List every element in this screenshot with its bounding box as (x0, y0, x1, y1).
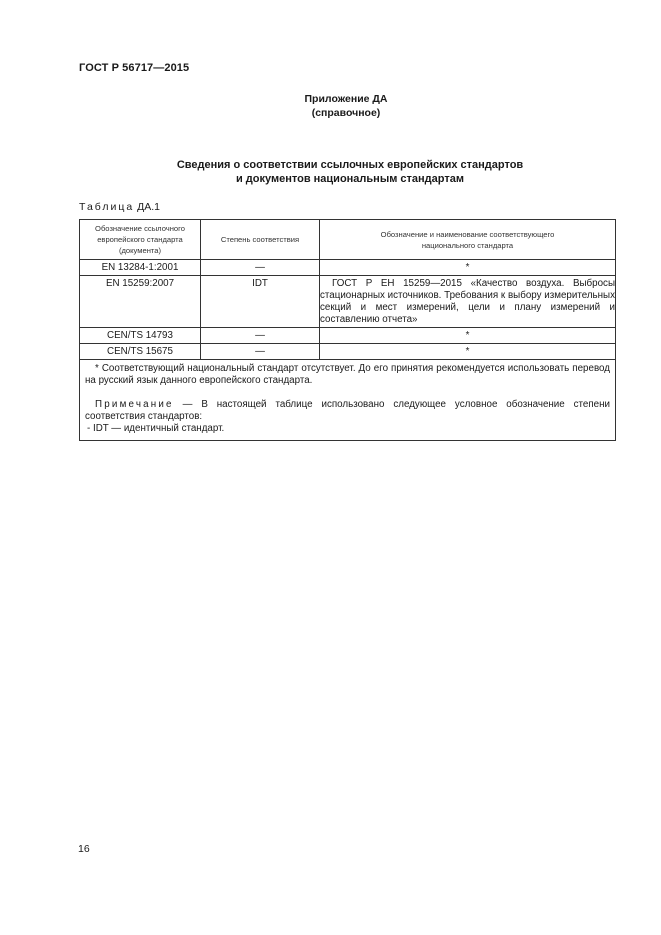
correspondence-table (79, 219, 616, 441)
row-degree: — (201, 344, 320, 360)
row-degree: — (201, 260, 320, 276)
national-standard-description: ГОСТ Р ЕН 15259—2015 «Качество воздуха. Выбросы стационарных источников. Требования к выбору измерительных секций и мест измерений, цели и плану измерений и составлению отчета» (320, 278, 615, 325)
note-text: — В настоящей таблице использовано следующее условное обозначение степени соответствия стандартов: (85, 399, 610, 422)
document-code: ГОСТ Р 56717—2015 (79, 62, 190, 74)
footnote-text: * Соответствующий национальный стандарт отсутствует. До его принятия рекомендуется использовать перевод на русский язык данного европейского стандарта. (85, 363, 610, 386)
header-degree-label: Степень соответствия (220, 235, 300, 244)
table-footnote-row (80, 360, 616, 441)
row-national: * (320, 260, 616, 276)
section-title-line1: Сведения о соответствии ссылочных европейских стандартов (176, 159, 524, 171)
table-footnote (80, 360, 616, 441)
row-national (320, 276, 616, 328)
header-designation-line1: Обозначение ссылочного (95, 224, 185, 233)
row-national: * (320, 344, 616, 360)
row-degree: — (201, 328, 320, 344)
page-number: 16 (78, 843, 90, 855)
note-label: Примечание (95, 399, 174, 410)
header-degree (201, 220, 320, 260)
appendix-title: Приложение ДА (304, 93, 388, 105)
row-national: * (320, 328, 616, 344)
table-caption (79, 201, 160, 213)
section-title (0, 158, 661, 186)
table-header-row (80, 220, 616, 260)
table-row (80, 276, 616, 328)
row-designation: CEN/TS 14793 (80, 328, 201, 344)
table-caption-label: Таблица (79, 201, 135, 213)
row-designation: EN 13284-1:2001 (80, 260, 201, 276)
header-national-line1: Обозначение и наименование соответствующего (380, 229, 555, 239)
appendix-subtitle: (справочное) (311, 107, 381, 119)
header-designation-line2: европейского стандарта (97, 235, 183, 244)
header-national (320, 220, 616, 260)
header-designation (80, 220, 201, 260)
table-row (80, 344, 616, 360)
header-designation-line3: (документа) (118, 246, 162, 255)
table-note (85, 399, 610, 423)
table-row (80, 328, 616, 344)
table-row (80, 260, 616, 276)
row-degree: IDT (201, 276, 320, 328)
appendix-heading (0, 92, 661, 120)
row-designation: CEN/TS 15675 (80, 344, 201, 360)
section-title-line2: и документов национальным стандартам (235, 173, 464, 185)
row-designation: EN 15259:2007 (80, 276, 201, 328)
table-caption-number: ДА.1 (137, 201, 160, 213)
header-national-line2: национального стандарта (421, 240, 514, 250)
note-item: - IDT — идентичный стандарт. (87, 423, 225, 434)
